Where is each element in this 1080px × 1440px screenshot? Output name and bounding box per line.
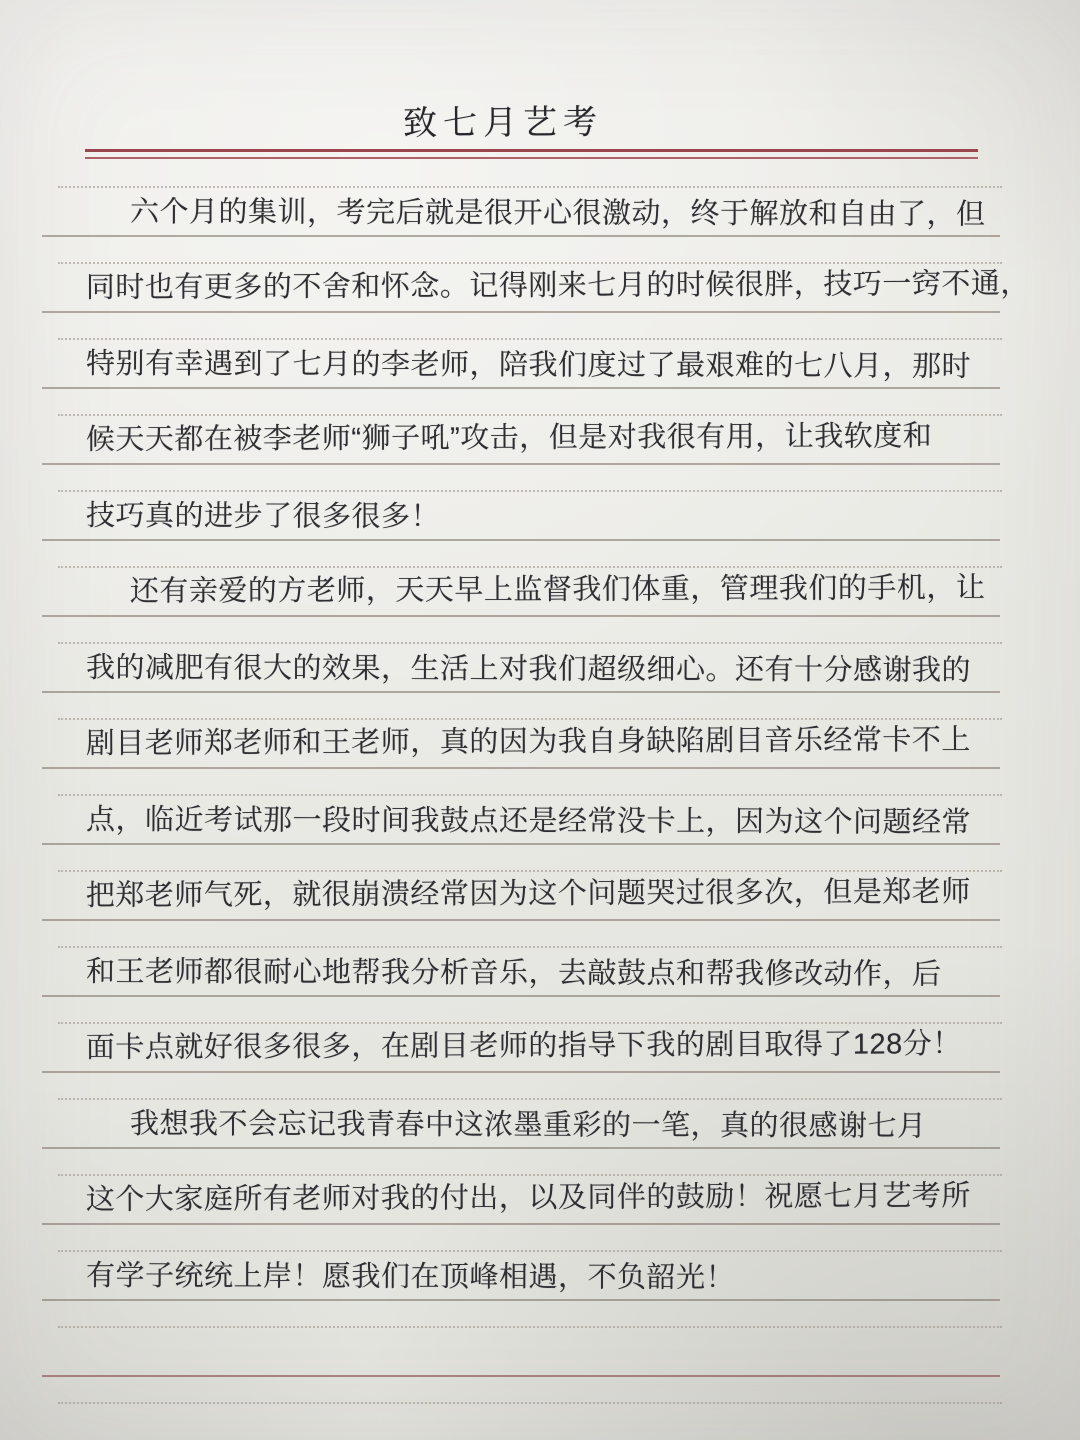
handwritten-line: 候天天都在被李老师“狮子吼”攻击，但是对我很有用，让我软度和: [85, 420, 933, 457]
handwritten-line: 我想我不会忘记我青春中这浓墨重彩的一笔，真的很感谢七月: [130, 1108, 927, 1143]
handwritten-line: 技巧真的进步了很多很多！: [86, 500, 441, 534]
handwritten-line: 点，临近考试那一段时间我鼓点还是经常没卡上，因为这个问题经常: [86, 804, 972, 839]
handwritten-line: 和王老师都很耐心地帮我分析音乐，去敲鼓点和帮我修改动作，后: [86, 956, 942, 991]
handwritten-line: 这个大家庭所有老师对我的付出，以及同伴的鼓励！祝愿七月艺考所: [85, 1180, 971, 1217]
handwritten-line: 特别有幸遇到了七月的李老师，陪我们度过了最艰难的七八月，那时: [86, 348, 972, 383]
handwritten-line: 同时也有更多的不舍和怀念。记得刚来七月的时候很胖，技巧一窍不通，: [85, 267, 1030, 305]
handwritten-line: 剧目老师郑老师和王老师，真的因为我自身缺陷剧目音乐经常卡不上: [85, 724, 971, 761]
handwritten-line: 我的减肥有很大的效果，生活上对我们超级细心。还有十分感谢我的: [86, 652, 972, 687]
handwritten-line: 有学子统统上岸！愿我们在顶峰相遇，不负韶光！: [86, 1260, 736, 1295]
handwritten-line: 六个月的集训，考完后就是很开心很激动，终于解放和自由了，但: [130, 196, 986, 231]
handwritten-line: 把郑老师气死，就很崩溃经常因为这个问题哭过很多次，但是郑老师: [85, 876, 971, 913]
title-underline-double-red-rule: [85, 149, 978, 159]
rule-line: [42, 1375, 1000, 1377]
handwritten-line: 还有亲爱的方老师，天天早上监督我们体重，管理我们的手机，让: [129, 572, 986, 608]
handwritten-title: 致七月艺考: [402, 103, 604, 143]
dotted-guide-line: [58, 1402, 1002, 1404]
dotted-guide-line: [58, 1326, 1002, 1328]
handwritten-line: 面卡点就好很多很多，在剧目老师的指导下我的剧目取得了128分！: [85, 1028, 962, 1065]
